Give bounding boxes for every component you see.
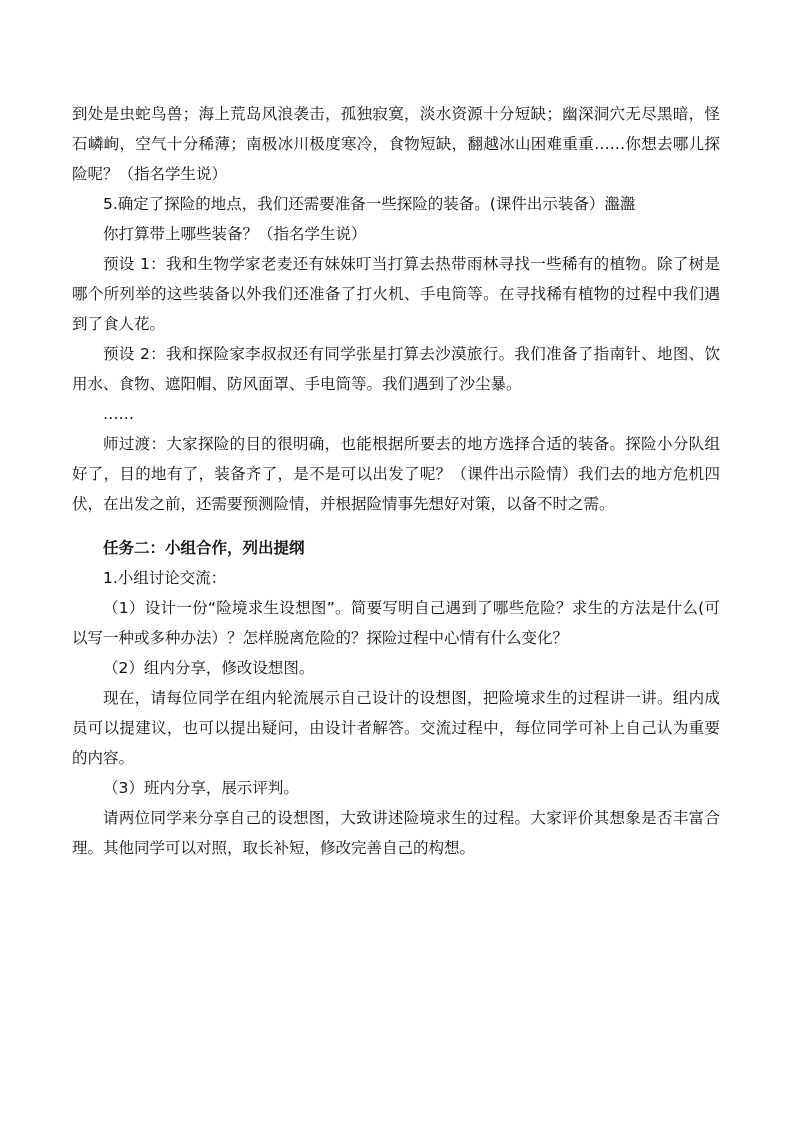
section-heading-task-2: 任务二：小组合作，列出提纲 [103,539,305,557]
paragraph-equipment-intro: 5.确定了探险的地点，我们还需要准备一些探险的装备。(课件出示装备）瀊瀊 [103,195,636,213]
paragraph-group-share: 现在，请每位同学在组内轮流展示自己设计的设想图，把险境求生的过程讲一讲。组内成员可以提建议，也可以提出疑问，由设计者解答。交流过程中，每位同学可补上自己认为重要的内容。 [72,689,720,767]
section-spacer [72,519,720,533]
paragraph-step-3: （3）班内分享，展示评判。 [103,779,299,797]
paragraph-dangers: 到处是虫蛇鸟兽；海上荒岛风浪袭击，孤独寂寞，淡水资源十分短缺；幽深洞穴无尽黑暗，怪石嶙峋，空气十分稀薄；南极冰川极度寒冷，食物短缺，翻越冰山困难重重……你想去哪儿探险呢？（指名学生说） [72,105,720,183]
paragraph-step-2: （2）组内分享，修改设想图。 [103,659,315,677]
paragraph-group-discussion: 1.小组讨论交流： [103,569,227,587]
paragraph-ellipsis: …… [103,405,134,423]
paragraph-class-share: 请两位同学来分享自己的设想图，大致讲述险境求生的过程。大家评价其想象是否丰富合理。其他同学可以对照，取长补短，修改完善自己的构想。 [72,809,720,857]
paragraph-step-1: （1）设计一份“险境求生设想图”。简要写明自己遇到了哪些危险？求生的方法是什么(可以写一种或多种办法）？怎样脱离危险的？探险过程中心情有什么变化？ [72,599,720,647]
paragraph-equipment-question: 你打算带上哪些装备？（指名学生说） [103,225,367,243]
paragraph-teacher-transition: 师过渡：大家探险的目的很明确，也能根据所要去的地方选择合适的装备。探险小分队组好了，目的地有了，装备齐了，是不是可以出发了呢？（课件出示险情）我们去的地方危机四伏，在出发之前，还需要预测险情，并根据险情事先想好对策，以备不时之需。 [72,435,720,513]
paragraph-preset-1: 预设 1：我和生物学家老麦还有妹妹叮当打算去热带雨林寻找一些稀有的植物。除了树是哪个所列举的这些装备以外我们还准备了打火机、手电筒等。在寻找稀有植物的过程中我们遇到了食人花。 [72,255,720,333]
paragraph-preset-2: 预设 2：我和探险家李叔叔还有同学张星打算去沙漠旅行。我们准备了指南针、地图、饮用水、食物、遮阳帽、防风面罩、手电筒等。我们遇到了沙尘暴。 [72,345,720,393]
